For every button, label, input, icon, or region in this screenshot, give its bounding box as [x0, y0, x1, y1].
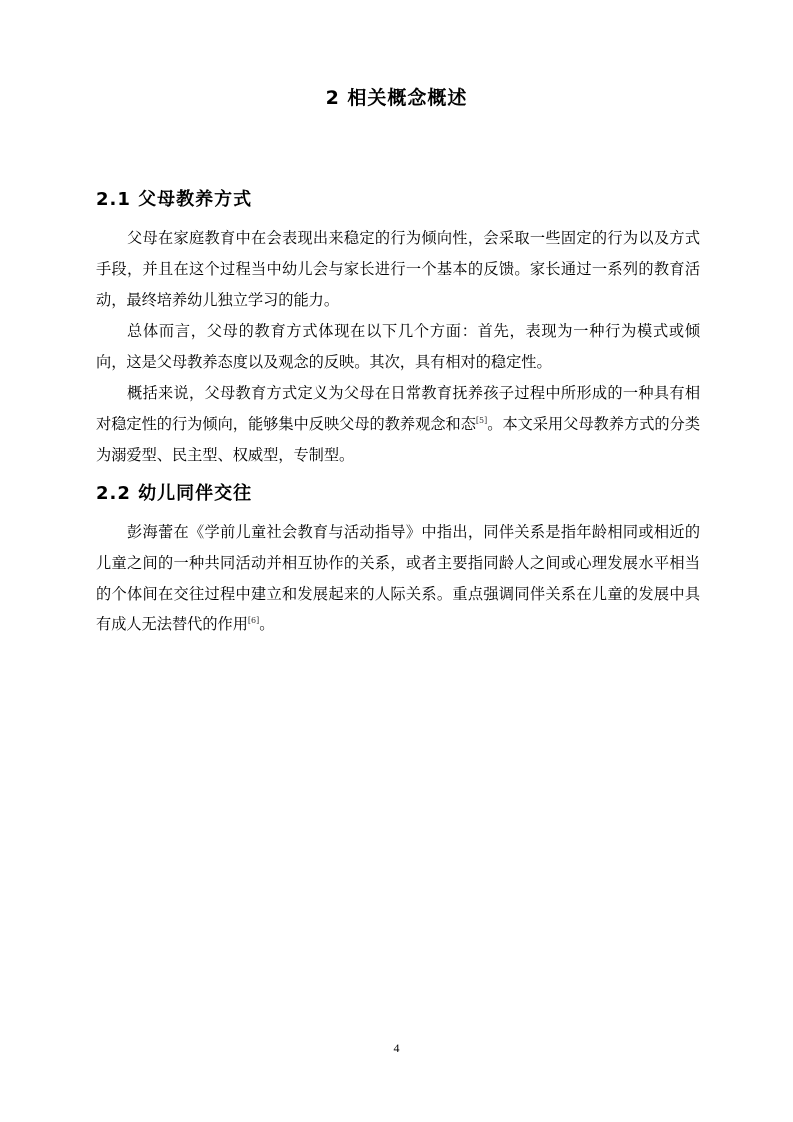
page-number: 4	[393, 1041, 400, 1055]
paragraph	[96, 517, 700, 640]
section-heading-2-2: 2.2 幼儿同伴交往	[96, 483, 253, 504]
paragraph	[96, 316, 700, 378]
paragraph-text: 父母在家庭教育中在会表现出来稳定的行为倾向性，会采取一些固定的行为以及方式手段，并且在这个过程当中幼儿会与家长进行一个基本的反馈。家长通过一系列的教育活动，最终培养幼儿独立学习的能力。	[96, 229, 700, 309]
paragraph	[96, 378, 700, 470]
paragraph-text: 总体而言，父母的教育方式体现在以下几个方面：首先，表现为一种行为模式或倾向，这是父母教养态度以及观念的反映。其次，具有相对的稳定性。	[96, 322, 700, 371]
chapter-title: 2 相关概念概述	[325, 87, 468, 109]
section-heading-2-1: 2.1 父母教养方式	[96, 189, 253, 210]
citation-marker: [6]	[247, 616, 260, 626]
paragraph-text: 概括来说，父母教育方式定义为父母在日常教育抚养孩子过程中所形成的一种具有相对稳定性的行为倾向，能够集中反映父母的教养观念和态	[96, 384, 700, 433]
paragraph-text: 彭海蕾在《学前儿童社会教育与活动指导》中指出，同伴关系是指年龄相同或相近的儿童之间的一种共同活动并相互协作的关系，或者主要指同龄人之间或心理发展水平相当的个体间在交往过程中建立和发展起来的人际关系。重点强调同伴关系在儿童的发展中具有成人无法替代的作用	[96, 523, 700, 634]
citation-marker: [5]	[475, 415, 488, 425]
paragraph	[96, 223, 700, 315]
paragraph-text-continued: 。本文采用父母教养方式的分类为溺爱型、民主型、权威型，专制型。	[96, 414, 701, 464]
paragraph-text-continued: 。	[259, 615, 275, 634]
